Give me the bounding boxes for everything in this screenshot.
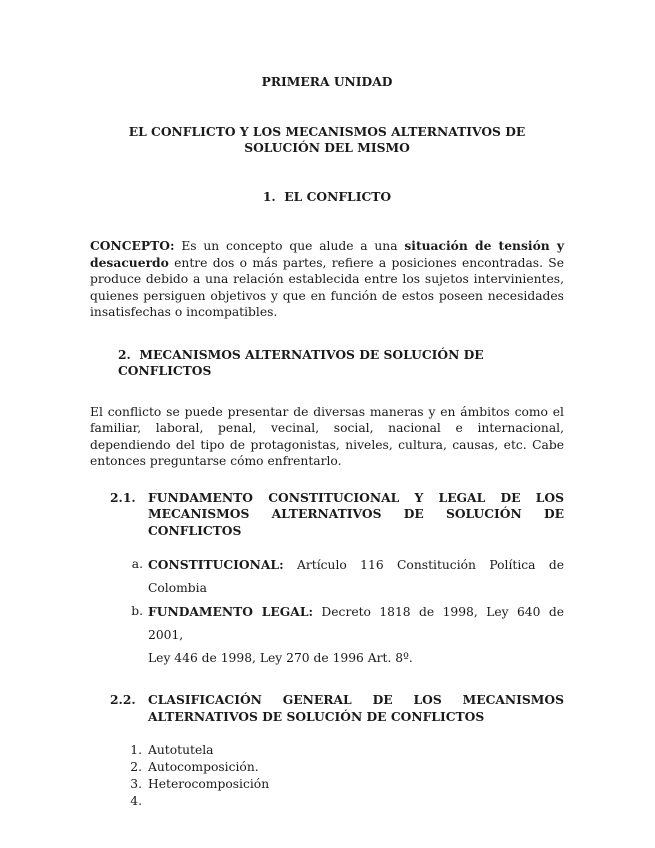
list-number: 2. (130, 760, 142, 774)
list-number: 1. (130, 743, 142, 757)
list-item (90, 553, 564, 600)
item-text: Artículo 116 Constitución Política de (283, 558, 564, 572)
section-2-2-title-line1: CLASIFICACIÓN GENERAL DE LOS MECANISMOS (148, 692, 564, 707)
section-2-1-title-line2: MECANISMOS ALTERNATIVOS DE SOLUCIÓN DE CONFLICTOS (148, 506, 564, 538)
item-label: FUNDAMENTO LEGAL: (148, 604, 314, 619)
list-item (90, 600, 564, 670)
concept-paragraph (90, 238, 564, 321)
item-text: Decreto 1818 de 1998, Ley 640 de 2001, (148, 605, 565, 642)
section-2-paragraph: El conflicto se puede presentar de diversas maneras y en ámbitos como el familiar, laboral, penal, vecinal, social, nacional e internacional, dependiendo del tipo de protagonistas, niveles, cultura, causas, etc. Cabe entonces preguntarse cómo enfrentarlo. (90, 404, 564, 468)
section-2-2-title-line2: ALTERNATIVOS DE SOLUCIÓN DE CONFLICTOS (148, 708, 485, 724)
list-marker: b. (131, 604, 143, 618)
concept-bold-phrase: situación de tensión y desacuerdo (90, 238, 564, 270)
section-1-number: 1. (262, 188, 276, 204)
list-item (90, 759, 564, 776)
section-2-title: MECANISMOS ALTERNATIVOS DE SOLUCIÓN DE CONFLICTOS (118, 346, 484, 378)
section-2-1-heading (90, 490, 564, 540)
list-item-text: Heterocomposición (148, 777, 270, 791)
chapter-title: EL CONFLICTO Y LOS MECANISMOS ALTERNATIVOS DE SOLUCIÓN DEL MISMO (128, 123, 526, 155)
list-item (90, 793, 564, 810)
list-number: 4. (130, 794, 142, 808)
item-label: CONSTITUCIONAL: (148, 557, 284, 572)
section-2-number: 2. (118, 346, 131, 362)
section-2-1-number: 2.1. (110, 489, 136, 505)
classification-list (90, 742, 564, 810)
item-text-continued: Colombia (148, 581, 207, 595)
concept-text-after: entre dos o más partes, refiere a posiciones encontradas. Se produce debido a una relación establecida entre los sujetos intervinientes, quienes persiguen objetivos y que en función de estos poseen necesidades insatisfechas o incompatibles. (90, 255, 564, 319)
concept-text-before: Es un concepto que alude a una (174, 239, 405, 253)
concept-label: CONCEPTO: (90, 238, 175, 253)
list-item-text: Autocomposición. (148, 760, 259, 774)
item-text-continued: Ley 446 de 1998, Ley 270 de 1996 Art. 8º. (148, 651, 413, 665)
list-item (90, 776, 564, 793)
list-item (90, 742, 564, 759)
section-2-heading (90, 347, 564, 380)
unit-title: PRIMERA UNIDAD (261, 74, 393, 89)
section-2-2-heading (90, 692, 564, 725)
list-item-text: Autotutela (148, 743, 214, 757)
legal-basis-list (90, 553, 564, 670)
section-2-1-title-line1: FUNDAMENTO CONSTITUCIONAL Y LEGAL DE LOS (148, 489, 564, 505)
section-2-2-number: 2.2. (110, 692, 136, 707)
list-marker: a. (131, 557, 143, 571)
document-page (90, 74, 564, 810)
section-1-title: EL CONFLICTO (284, 188, 392, 204)
section-1-heading (90, 189, 564, 206)
list-number: 3. (130, 777, 142, 791)
